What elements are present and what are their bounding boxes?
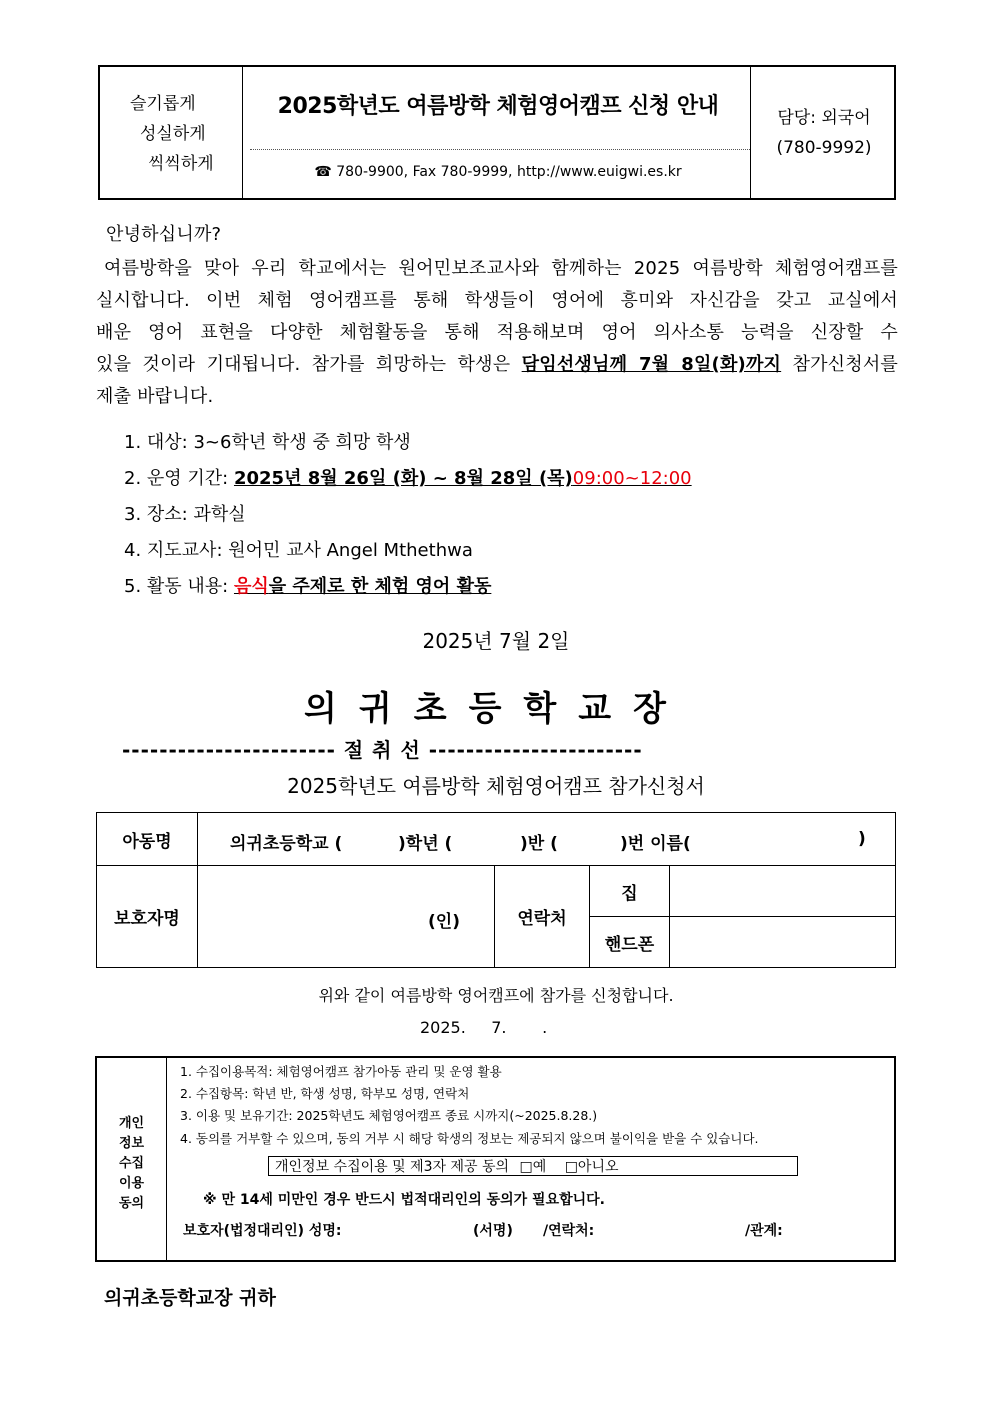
side-label-line: 동의 — [118, 1196, 145, 1211]
signature-label: (서명) — [473, 1223, 513, 1239]
contact-text: 780-9900, Fax 780-9999, http://www.euigwi.es.kr — [336, 164, 682, 180]
letter-line — [96, 350, 898, 376]
motto-line: 성실하게 — [140, 124, 206, 144]
child-label: 아동명 — [122, 831, 172, 852]
letter-line: 배운 영어 표현을 다양한 체험활동을 통해 적용해보며 영어 의사소통 능력을 신장할 수 — [96, 322, 898, 343]
grade-field: )학년 ( — [398, 834, 453, 854]
header-box — [98, 65, 896, 200]
minor-note: ※ 만 14세 미만인 경우 반드시 법적대리인의 동의가 필요합니다. — [203, 1192, 605, 1208]
side-label-line: 개인 — [118, 1116, 145, 1131]
letter-line: 여름방학을 맞아 우리 학교에서는 원어민보조교사와 함께하는 2025 여름방학 체험영어캠프를 — [104, 258, 898, 279]
home-label: 집 — [621, 883, 638, 904]
child-info-cell[interactable] — [198, 813, 896, 866]
mobile-label-cell — [590, 917, 670, 968]
deadline-emphasis: 담임선생님께 7월 8일(화)까지 — [521, 354, 782, 375]
camp-time: 09:00~12:00 — [572, 468, 692, 489]
side-label-line: 이용 — [118, 1176, 145, 1191]
manager-label: 담당: 외국어 — [777, 108, 871, 128]
privacy-consent-box — [95, 1056, 896, 1262]
divider — [242, 67, 243, 198]
side-label-line: 정보 — [118, 1136, 145, 1151]
contact-label: 연락처 — [517, 909, 567, 929]
activity-topic: 음식 — [233, 576, 269, 597]
detail-teacher: 4. 지도교사: 원어민 교사 Angel Mthethwa — [124, 540, 473, 561]
seal-mark: (인) — [428, 912, 460, 932]
guardian-label-cell — [97, 866, 198, 968]
mobile-phone-input[interactable] — [670, 917, 896, 968]
cut-line: ----------------------- 절 취 선 ----------------------- — [122, 738, 643, 762]
manager-phone: (780-9992) — [776, 138, 872, 158]
letter-text: 있을 것이라 기대됩니다. 참가를 희망하는 학생은 — [96, 354, 511, 375]
motto-line: 씩씩하게 — [148, 154, 214, 174]
school-contact — [244, 164, 752, 180]
motto-line: 슬기롭게 — [130, 94, 196, 114]
school-name: 의귀초등학교 ( — [230, 834, 343, 854]
agree-text: 개인정보 수집이용 및 제3자 제공 동의 — [275, 1159, 510, 1175]
dotted-divider — [250, 149, 750, 150]
home-label-cell — [590, 866, 670, 917]
form-title: 2025학년도 여름방학 체험영어캠프 참가신청서 — [287, 774, 705, 798]
addressee: 의귀초등학교장 귀하 — [104, 1287, 276, 1309]
privacy-item: 1. 수집이용목적: 체험영어캠프 참가아동 관리 및 운영 활용 — [180, 1064, 502, 1079]
letter-text: 참가신청서를 — [792, 354, 899, 375]
sign-date: 2025. 7. . — [420, 1018, 548, 1037]
agree-no-checkbox[interactable]: □아니오 — [564, 1159, 619, 1175]
detail-label: 5. 활동 내용: — [124, 576, 229, 597]
principal-title: 의귀초등학교장 — [304, 689, 688, 729]
camp-dates: 2025년 8월 26일 (화) ~ 8월 28일 (목) — [233, 468, 573, 489]
guardian-sign-line — [183, 1220, 883, 1240]
detail-target: 1. 대상: 3~6학년 학생 중 희망 학생 — [124, 432, 411, 453]
child-label-cell — [97, 813, 198, 866]
letter-line: 실시합니다. 이번 체험 영어캠프를 통해 학생들이 영어에 흥미와 자신감을 갖고 교실에서 — [96, 290, 898, 311]
mobile-label: 핸드폰 — [604, 934, 655, 955]
phone-icon: ☎ — [314, 164, 332, 180]
home-phone-input[interactable] — [670, 866, 896, 917]
agree-box — [268, 1156, 798, 1176]
class-field: )반 ( — [520, 834, 558, 854]
activity-rest: 을 주제로 한 체험 영어 활동 — [268, 576, 492, 597]
consent-note: 위와 같이 여름방학 영어캠프에 참가를 신청합니다. — [318, 986, 674, 1005]
privacy-item: 2. 수집항목: 학년 반, 학생 성명, 학부모 성명, 연락처 — [180, 1086, 470, 1101]
guardian-name-cell[interactable] — [198, 866, 495, 968]
side-label-line: 수집 — [118, 1156, 145, 1171]
privacy-side-label — [97, 1058, 167, 1260]
letter-line: 제출 바랍니다. — [96, 386, 214, 407]
contact-label-cell — [495, 866, 590, 968]
relation-label: /관계: — [745, 1223, 783, 1239]
privacy-item: 3. 이용 및 보유기간: 2025학년도 체험영어캠프 종료 시까지(~2025.8.28.) — [180, 1108, 598, 1123]
detail-period — [124, 464, 692, 490]
guardian-label: 보호자명 — [114, 909, 180, 929]
school-motto — [100, 67, 242, 198]
manager-info — [752, 103, 896, 163]
issue-date: 2025년 7월 2일 — [422, 629, 570, 653]
guardian-contact-label: /연락처: — [543, 1223, 595, 1239]
number-name-field: )번 이름( — [620, 834, 691, 854]
detail-label: 2. 운영 기간: — [124, 468, 229, 489]
greeting: 안녕하십니까? — [106, 224, 222, 245]
detail-activity — [124, 572, 491, 598]
application-table — [96, 812, 896, 968]
close-paren: ) — [858, 829, 866, 849]
page-title: 2025학년도 여름방학 체험영어캠프 신청 안내 — [277, 94, 719, 119]
agree-yes-checkbox[interactable]: □예 — [519, 1159, 547, 1175]
guardian-name-label: 보호자(법정대리인) 성명: — [183, 1223, 342, 1239]
privacy-item: 4. 동의를 거부할 수 있으며, 동의 거부 시 해당 학생의 정보는 제공되지 않으며 불이익을 받을 수 있습니다. — [180, 1131, 759, 1146]
detail-place: 3. 장소: 과학실 — [124, 504, 246, 525]
